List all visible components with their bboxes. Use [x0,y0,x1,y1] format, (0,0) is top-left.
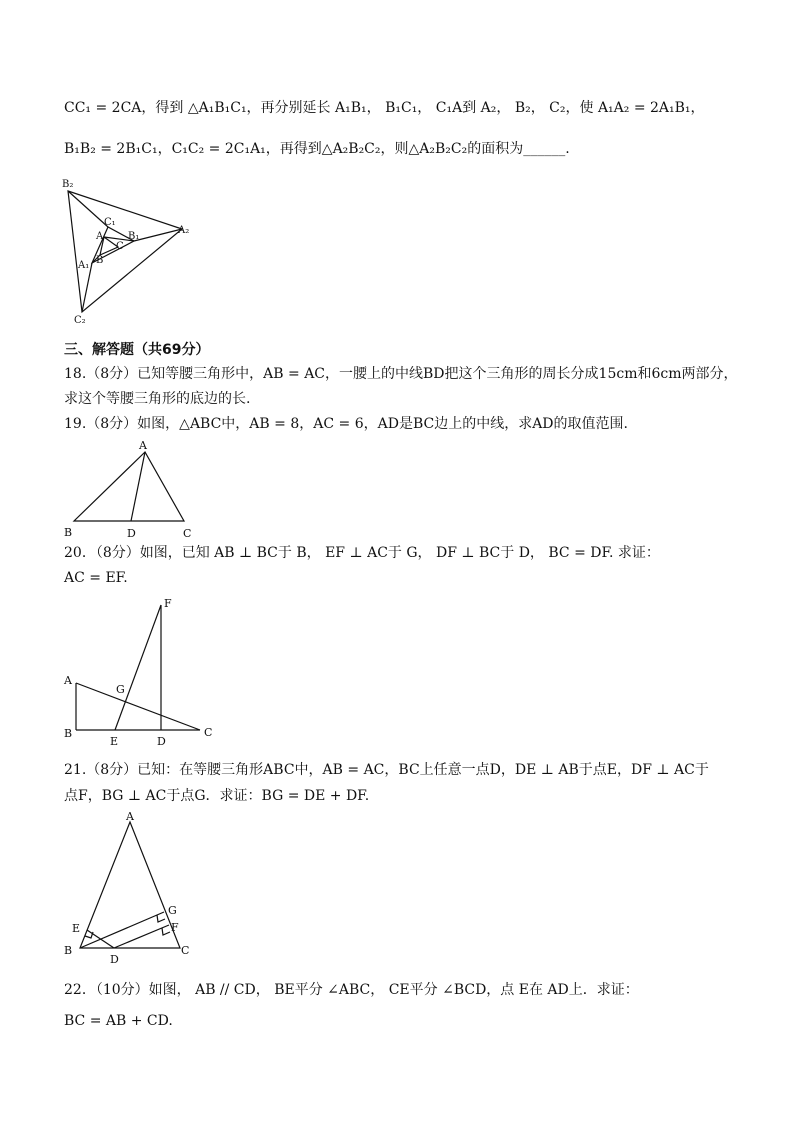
q18-text-line2: 求这个等腰三角形的底边的长. [64,391,251,407]
q19-triangle-abc [74,452,184,521]
q21-label-b: B [64,944,73,957]
q17-text-line2: B₁B₂ = 2B₁C₁，C₁C₂ = 2C₁A₁，再得到△A₂B₂C₂，则△A₂B₂C₂的面积为______. [64,141,570,157]
q18-text-line1: 18.（8分）已知等腰三角形中，AB = AC，一腰上的中线BD把这个三角形的周长分成15cm和6cm两部分， [64,366,738,382]
q17-label-b2: B₂ [62,179,74,190]
q17-label-a2: A₂ [178,225,190,236]
q19-label-a: A [139,439,147,452]
q20-figure [60,595,220,750]
q20-segment-ef [115,605,161,730]
q19-median-ad [131,452,145,521]
q21-text-line1: 21.（8分）已知：在等腰三角形ABC中，AB = AC，BC上任意一点D，DE ⊥ AB于点E，DF ⊥ AC于 [64,762,709,778]
q21-label-e: E [72,922,81,935]
q20-text-line1: 20．（8分）如图，已知 AB ⊥ BC于 B， EF ⊥ AC于 G， DF ⊥ BC于 D， BC = DF. 求证： [64,545,660,561]
q21-right-angle-g [157,915,165,922]
q20-label-f: F [164,597,172,610]
q19-text-line1: 19.（8分）如图，△ABC中，AB = 8，AC = 6，AD是BC边上的中线，求AD的取值范围. [64,416,628,432]
q21-label-c: C [181,944,190,957]
q20-label-g: G [116,683,125,696]
q21-text-line2: 点F，BG ⊥ AC于点G．求证：BG = DE + DF. [64,788,370,804]
section3-title: 三、解答题（共69分） [64,342,210,358]
q20-text-line2: AC = EF. [64,570,128,586]
q21-segment-de [87,930,114,948]
q20-label-e: E [110,735,119,748]
q20-label-b: B [64,727,73,740]
q22-text-line1: 22．（10分）如图， AB // CD， BE平分 ∠ABC， CE平分 ∠BCD，点 E在 AD上．求证： [64,982,639,998]
q19-label-b: B [64,526,73,539]
q19-label-d: D [127,527,136,540]
q21-triangle-abc [80,822,180,948]
q20-label-d: D [157,735,166,748]
q17-label-a1: A₁ [78,260,90,271]
q21-segment-df [114,925,169,948]
q21-label-g: G [168,904,177,917]
q19-label-c: C [183,527,192,540]
q21-label-d: D [110,953,119,966]
q20-label-c: C [204,726,213,739]
q21-label-f: F [171,921,179,934]
q17-label-c2: C₂ [74,315,86,326]
q17-label-b: B [96,255,104,266]
q17-label-c: C [116,241,124,252]
q17-label-a: A [96,231,104,242]
q21-right-angle-f [162,928,170,935]
q17-line-c1-b2 [68,191,108,227]
q21-label-a: A [126,810,134,823]
q22-text-line2: BC = AB + CD. [64,1013,173,1029]
q21-figure [60,808,200,968]
q17-text-line1: CC₁ = 2CA，得到 △A₁B₁C₁，再分别延长 A₁B₁， B₁C₁， C₁A到 A₂， B₂， C₂，使 A₁A₂ = 2A₁B₁， [64,100,705,116]
q19-figure [62,438,212,543]
q17-label-c1: C₁ [104,217,116,228]
q20-segment-ac [76,683,200,730]
q17-label-b1: B₁ [128,231,140,242]
q20-label-a: A [64,674,72,687]
q17-figure [58,175,208,327]
